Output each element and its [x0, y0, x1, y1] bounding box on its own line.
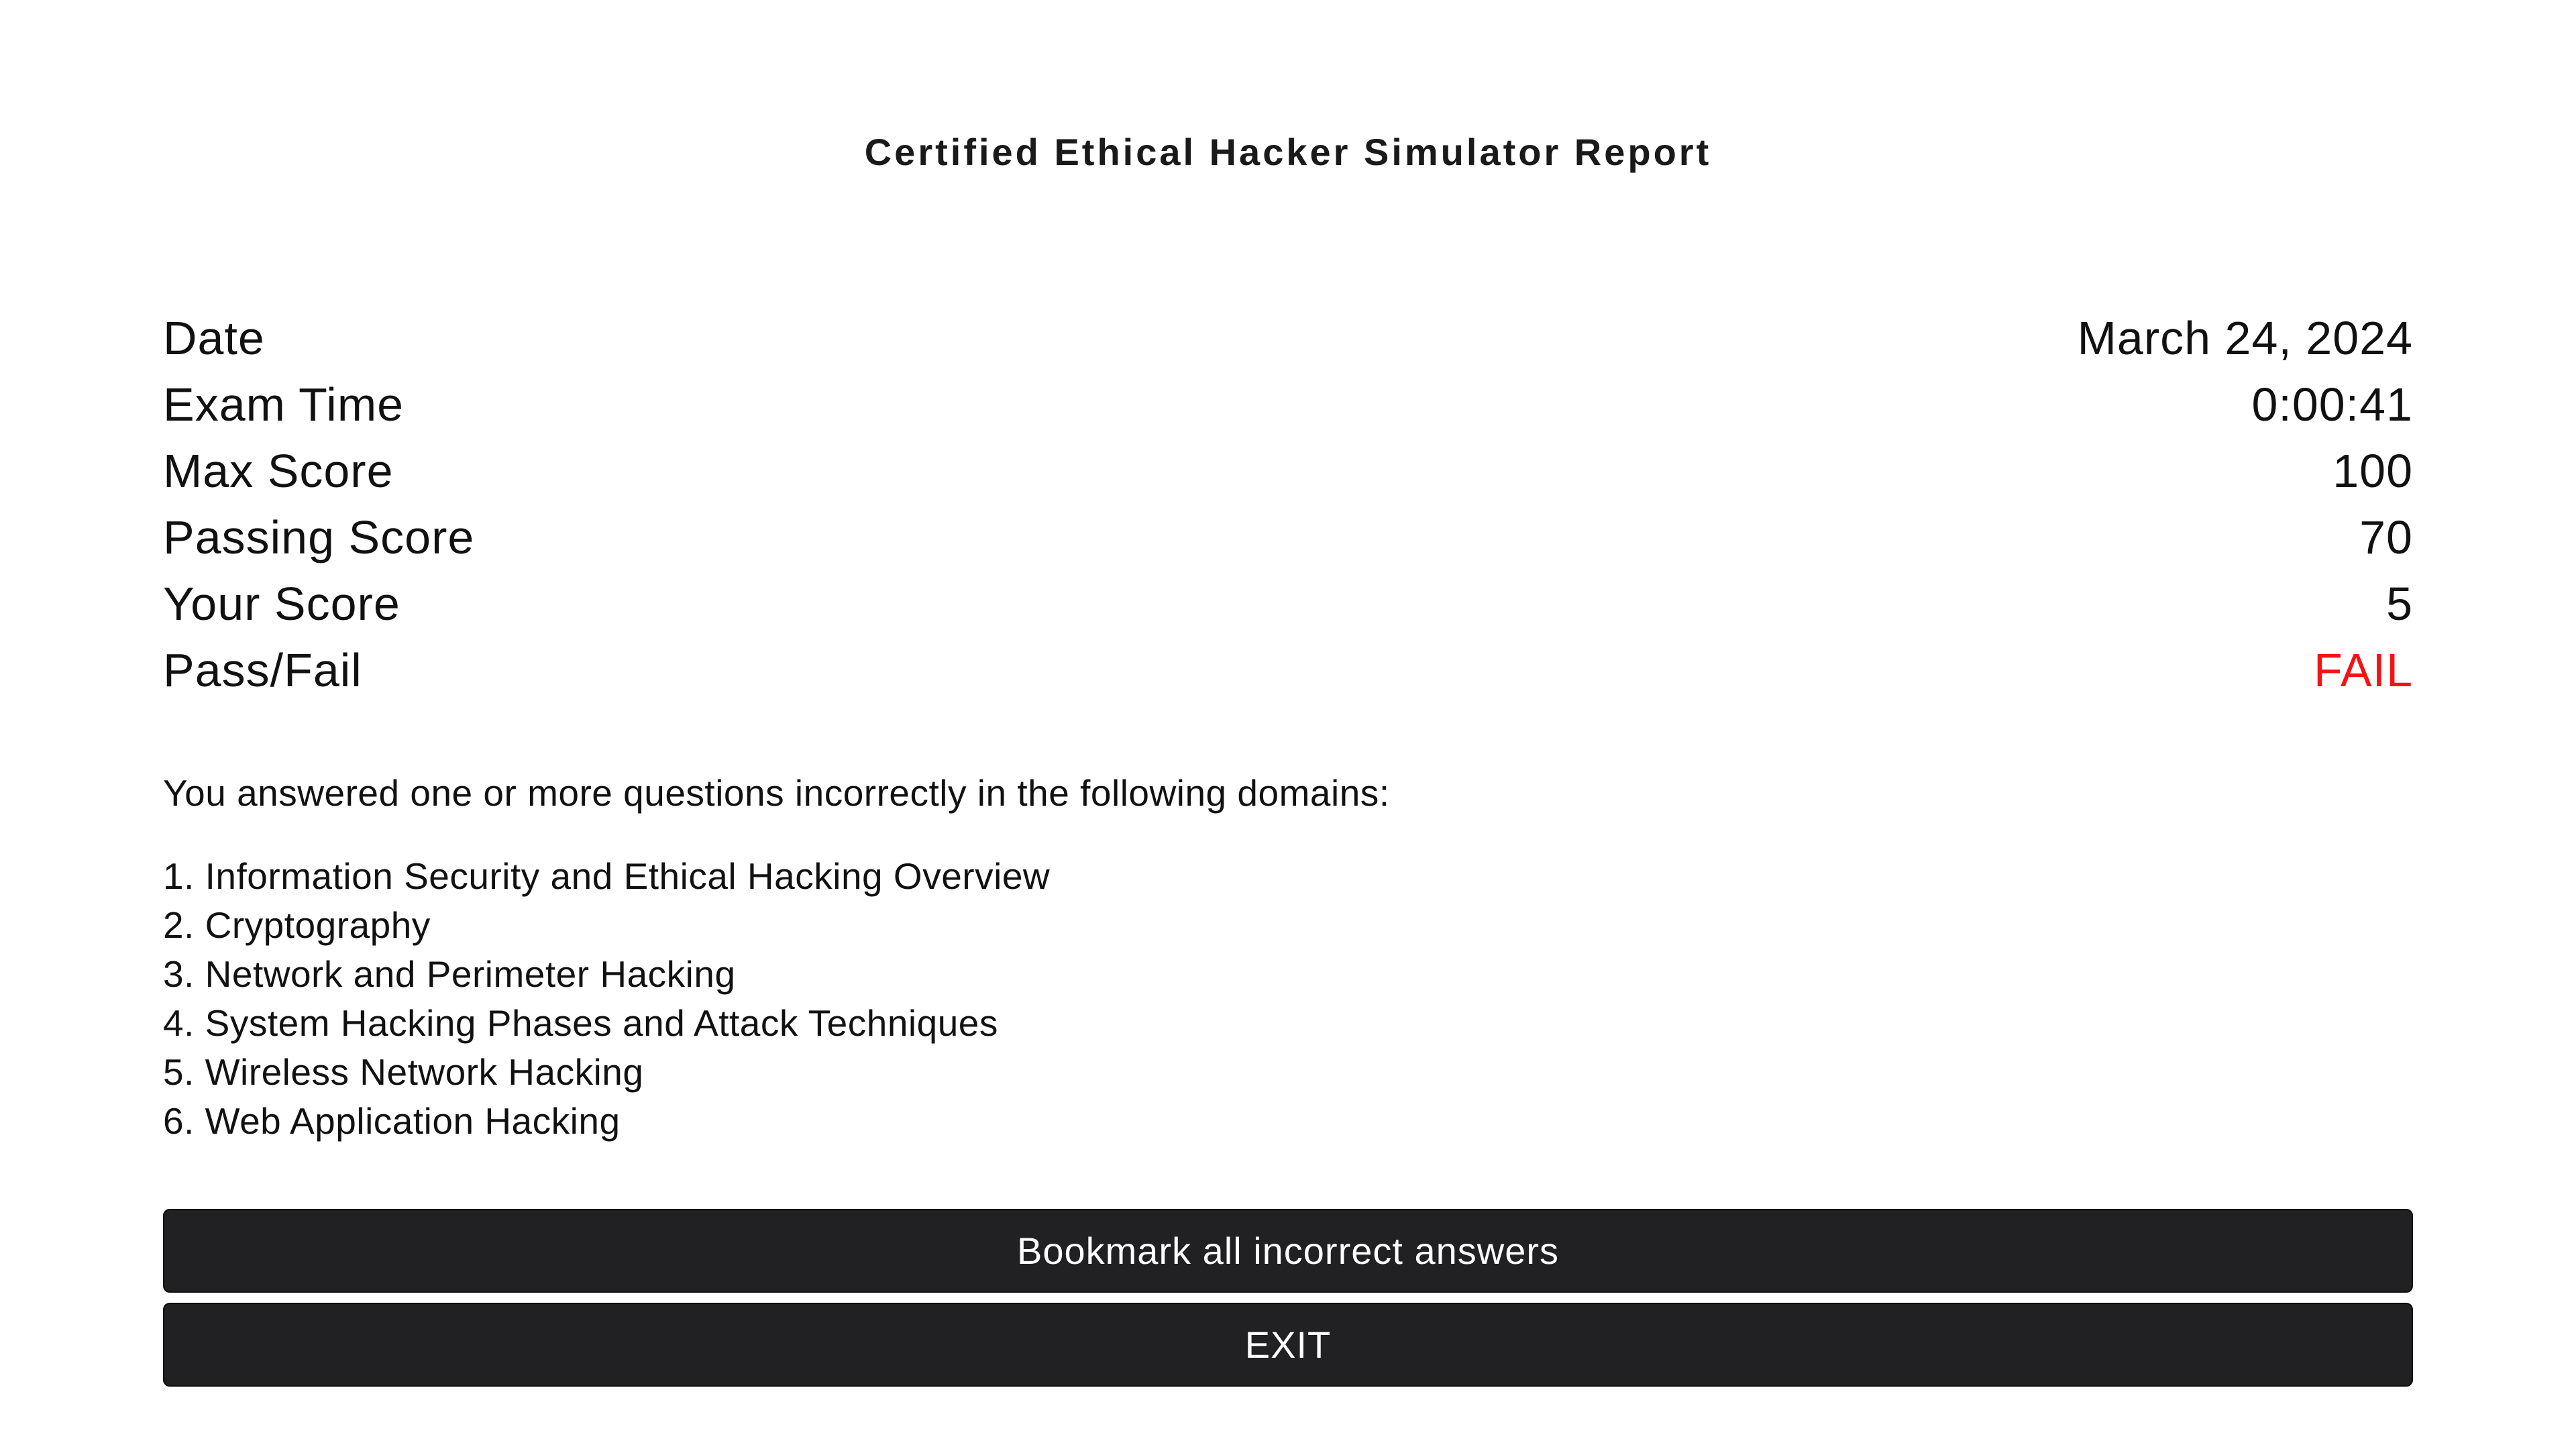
incorrect-domains-message: You answered one or more questions incorrectly in the following domains: [163, 772, 1390, 814]
your-score-label: Your Score [163, 577, 400, 630]
page-title: Certified Ethical Hacker Simulator Report [864, 131, 1712, 173]
exam-time-value: 0:00:41 [2251, 378, 2413, 431]
pass-fail-label: Pass/Fail [163, 643, 362, 696]
list-item: 3. Network and Perimeter Hacking [163, 953, 736, 995]
date-value: March 24, 2024 [2077, 311, 2413, 364]
exit-button[interactable]: EXIT [163, 1303, 2413, 1387]
list-item: 5. Wireless Network Hacking [163, 1051, 644, 1093]
exam-time-label: Exam Time [163, 378, 405, 431]
max-score-label: Max Score [163, 444, 394, 497]
list-item: 4. System Hacking Phases and Attack Techniques [163, 1002, 998, 1044]
max-score-value: 100 [2332, 444, 2413, 497]
bookmark-all-incorrect-button[interactable]: Bookmark all incorrect answers [163, 1209, 2413, 1293]
summary-row-exam-time [163, 371, 2413, 437]
list-item: 2. Cryptography [163, 904, 431, 946]
date-label: Date [163, 311, 265, 364]
your-score-value: 5 [2386, 577, 2413, 630]
summary-row-your-score [163, 570, 2413, 637]
summary-row-max-score [163, 437, 2413, 504]
passing-score-value: 70 [2359, 511, 2413, 564]
incorrect-domains-list [163, 852, 2413, 1146]
summary-row-pass-fail [163, 637, 2413, 703]
passing-score-label: Passing Score [163, 511, 475, 564]
pass-fail-status-badge: FAIL [2314, 643, 2413, 696]
summary-table [163, 305, 2413, 703]
list-item: 6. Web Application Hacking [163, 1100, 621, 1142]
summary-row-date [163, 305, 2413, 371]
summary-row-passing-score [163, 504, 2413, 570]
list-item: 1. Information Security and Ethical Hacking Overview [163, 855, 1051, 897]
action-buttons [163, 1209, 2413, 1387]
